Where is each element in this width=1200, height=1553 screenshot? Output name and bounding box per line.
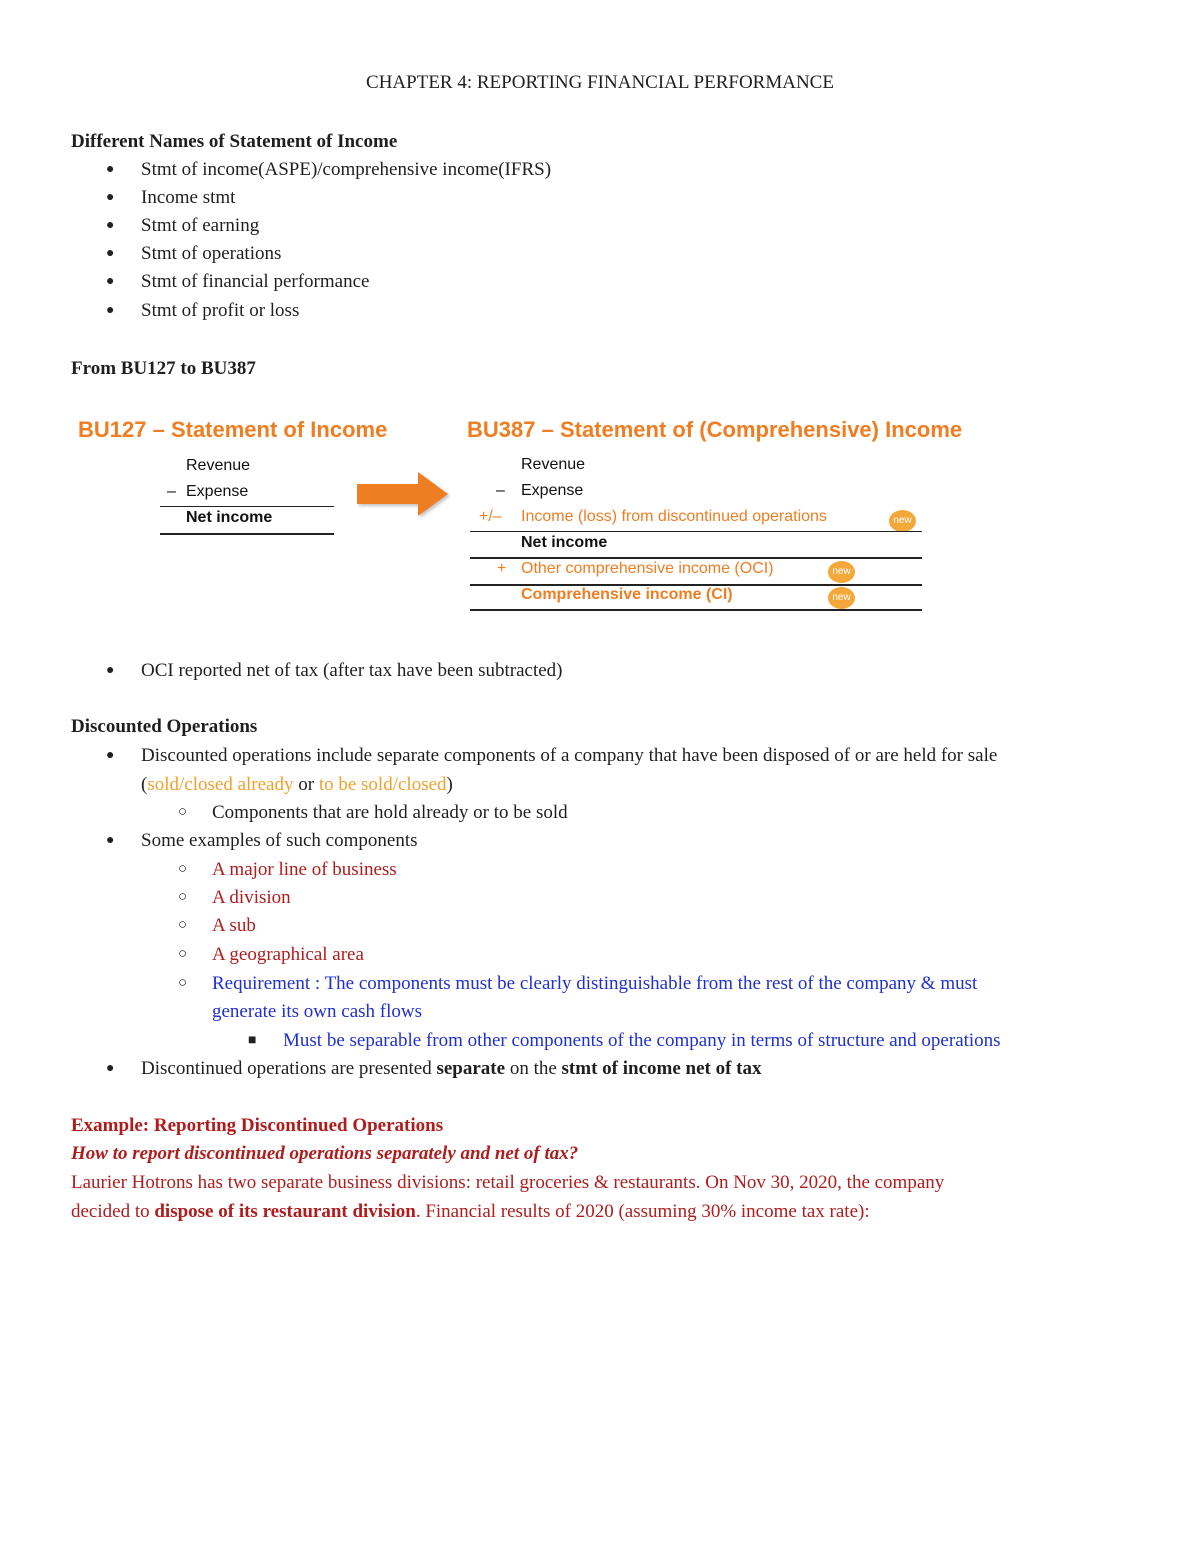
example-question: How to report discontinued operations separately and net of tax? [71, 1143, 579, 1164]
new-badge: new [828, 587, 855, 609]
list-item: Stmt of earning [141, 215, 260, 236]
right-revenue-row: Revenue [521, 456, 586, 473]
circle-bullet-icon: ○ [178, 975, 188, 991]
bullet-icon: ● [106, 218, 115, 233]
requirement-sub-item: Must be separable from other components of the company in terms of structure and operations [283, 1030, 1001, 1051]
bullet-icon: ● [106, 748, 115, 763]
left-revenue-row: Revenue [186, 457, 251, 474]
page-title: CHAPTER 4: REPORTING FINANCIAL PERFORMANCE [366, 72, 834, 93]
right-ci-row: Comprehensive income (CI) [521, 586, 733, 603]
example-item: A geographical area [212, 944, 364, 965]
example-item: A sub [212, 915, 256, 936]
right-divider [470, 531, 922, 532]
list-item: Stmt of operations [141, 243, 282, 264]
square-bullet-icon: ■ [248, 1033, 257, 1048]
statement-comparison-figure [0, 0, 1200, 640]
left-expense-sign: – [167, 483, 176, 500]
disc-heading: Discounted Operations [71, 716, 258, 737]
list-item: Stmt of profit or loss [141, 300, 300, 321]
list-item: Discounted operations include separate components of a company that have been disposed of or are held for sale [141, 745, 998, 766]
bullet-icon: ● [106, 246, 115, 261]
right-expense-sign: – [496, 482, 505, 499]
bullet-icon: ● [106, 190, 115, 205]
right-expense-row: Expense [521, 482, 584, 499]
bullet-icon: ● [106, 162, 115, 177]
right-net-income-row: Net income [521, 534, 608, 551]
circle-bullet-icon: ○ [178, 946, 188, 962]
example-text-line-2: decided to dispose of its restaurant division. Financial results of 2020 (assuming 30% income tax rate): [71, 1201, 870, 1222]
left-expense-row: Expense [186, 483, 249, 500]
right-oci-sign: + [497, 560, 507, 577]
example-text-line-1: Laurier Hotrons has two separate business divisions: retail groceries & restaurants. On Nov 30, 2020, the company [71, 1172, 945, 1193]
list-item: Some examples of such components [141, 830, 418, 851]
left-figure-title: BU127 – Statement of Income [78, 417, 388, 442]
circle-bullet-icon: ○ [178, 917, 188, 933]
example-item: A major line of business [212, 859, 397, 880]
right-net-income-line [470, 557, 922, 559]
names-heading: Different Names of Statement of Income [71, 131, 398, 152]
new-badge: new [889, 510, 916, 532]
bullet-icon: ● [106, 303, 115, 318]
left-net-income-row: Net income [186, 509, 273, 526]
requirement-item: Requirement : The components must be clearly distinguishable from the rest of the company & must [212, 973, 978, 994]
circle-bullet-icon: ○ [178, 889, 188, 905]
example-heading: Example: Reporting Discontinued Operations [71, 1115, 444, 1136]
new-badge: new [828, 561, 855, 583]
list-item: Stmt of income(ASPE)/comprehensive income(IFRS) [141, 159, 552, 180]
arrow-right-icon [354, 470, 454, 520]
right-disc-row: Income (loss) from discontinued operations [521, 508, 827, 525]
bullet-icon: ● [106, 1061, 115, 1076]
bullet-icon: ● [106, 663, 115, 678]
sub-list-item: Components that are hold already or to be sold [212, 802, 568, 823]
example-item: A division [212, 887, 291, 908]
right-oci-row: Other comprehensive income (OCI) [521, 560, 774, 577]
circle-bullet-icon: ○ [178, 804, 188, 820]
from-heading: From BU127 to BU387 [71, 358, 256, 379]
left-divider [160, 506, 334, 507]
left-total-line [160, 533, 334, 535]
right-disc-sign: +/– [479, 508, 502, 525]
list-item: Stmt of financial performance [141, 271, 370, 292]
oci-note: OCI reported net of tax (after tax have been subtracted) [141, 660, 563, 681]
right-total-line [470, 609, 922, 611]
bullet-icon: ● [106, 833, 115, 848]
list-item: Discontinued operations are presented separate on the stmt of income net of tax [141, 1058, 762, 1079]
right-figure-title: BU387 – Statement of (Comprehensive) Income [467, 417, 963, 442]
requirement-item-continued: generate its own cash flows [212, 1001, 422, 1022]
list-item: Income stmt [141, 187, 236, 208]
bullet-icon: ● [106, 274, 115, 289]
circle-bullet-icon: ○ [178, 861, 188, 877]
list-item-continued: (sold/closed already or to be sold/closed) [141, 774, 453, 795]
